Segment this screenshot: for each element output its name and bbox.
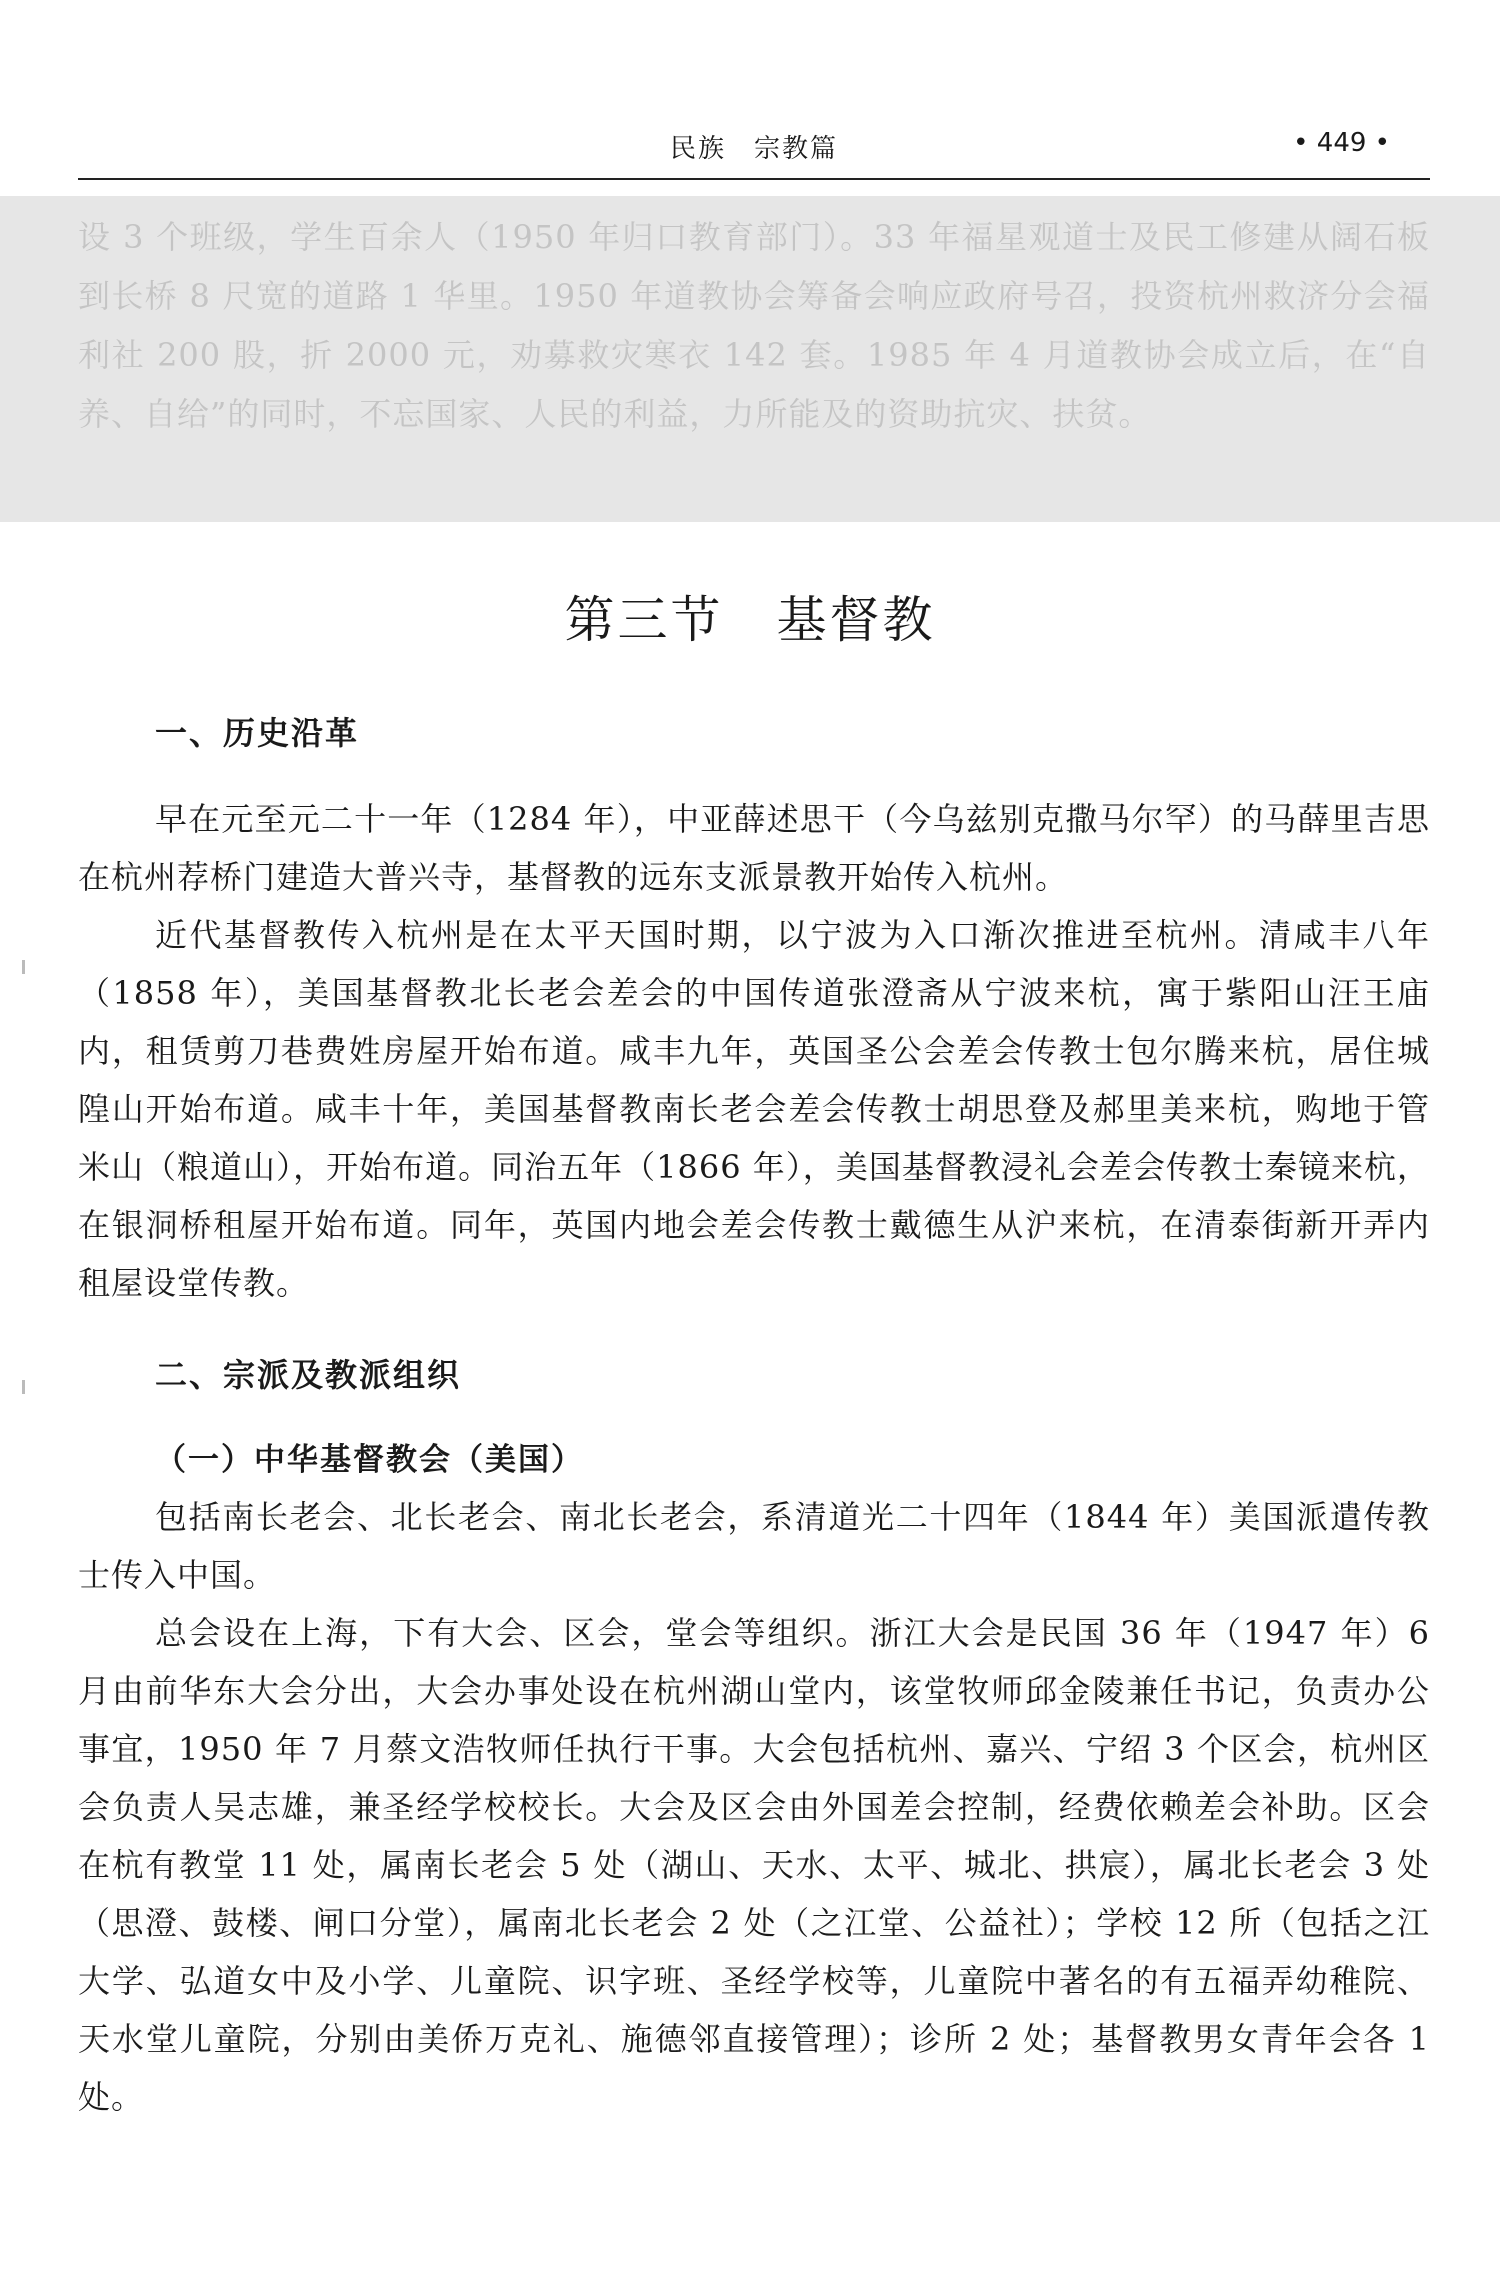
page-number: • 449 • (1293, 128, 1390, 158)
section-title: 第三节 基督教 (564, 591, 936, 649)
heading-denominations: 二、宗派及教派组织 (155, 1356, 462, 1394)
heading-history: 一、历史沿革 (155, 714, 360, 752)
running-title: 民族 宗教篇 (669, 134, 838, 164)
scan-mark (22, 960, 25, 974)
paragraph-history-1: 早在元至元二十一年（1284 年），中亚薛述思干（今乌兹别克撒马尔罕）的马薛里吉思在杭州荐桥门建造大普兴寺，基督教的远东支派景教开始传入杭州。 (78, 800, 1430, 896)
scan-mark (22, 1380, 25, 1394)
paragraph-history-2: 近代基督教传入杭州是在太平天国时期，以宁波为入口渐次推进至杭州。清咸丰八年（1858 年），美国基督教北长老会差会的中国传道张澄斋从宁波来杭，寓于紫阳山汪王庙内，租赁剪刀巷费姓房屋开始布道。咸丰九年，英国圣公会差会传教士包尔腾来杭，居住城隍山开始布道。咸丰十年，美国基督教南长老会差会传教士胡思登及郝里美来杭，购地于管米山（粮道山），开始布道。同治五年（1866 年），美国基督教浸礼会差会传教士秦镜来杭，在银洞桥租屋开始布道。同年，英国内地会差会传教士戴德生从沪来杭，在清泰街新开弄内租屋设堂传教。 (78, 916, 1430, 1302)
page-header (78, 128, 1430, 180)
continued-paragraph: 设 3 个班级，学生百余人（1950 年归口教育部门）。33 年福星观道士及民工修建从阔石板到长桥 8 尺宽的道路 1 华里。1950 年道教协会筹备会响应政府号召，投资杭州救济分会福利社 200 股，折 2000 元，劝募救灾寒衣 142 套。1985 年 4 月道教协会成立后，在“自养、自给”的同时，不忘国家、人民的利益，力所能及的资助抗灾、扶贫。 (78, 218, 1430, 433)
paragraph-denominations-1: 包括南长老会、北长老会、南北长老会，系清道光二十四年（1844 年）美国派遣传教士传入中国。 (78, 1498, 1430, 1594)
shaded-continued-text-block (0, 196, 1500, 522)
paragraph-denominations-2: 总会设在上海，下有大会、区会，堂会等组织。浙江大会是民国 36 年（1947 年）6 月由前华东大会分出，大会办事处设在杭州湖山堂内，该堂牧师邱金陵兼任书记，负责办公事宜，1950 年 7 月蔡文浩牧师任执行干事。大会包括杭州、嘉兴、宁绍 3 个区会，杭州区会负责人吴志雄，兼圣经学校校长。大会及区会由外国差会控制，经费依赖差会补助。区会在杭有教堂 11 处，属南长老会 5 处（湖山、天水、太平、城北、拱宸），属北长老会 3 处（思澄、鼓楼、闸口分堂），属南北长老会 2 处（之江堂、公益社）；学校 12 所（包括之江大学、弘道女中及小学、儿童院、识字班、圣经学校等，儿童院中著名的有五福弄幼稚院、天水堂儿童院，分别由美侨万克礼、施德邻直接管理）；诊所 2 处；基督教男女青年会各 1 处。 (78, 1614, 1430, 2116)
subheading-church-of-christ: （一）中华基督教会（美国） (155, 1442, 584, 1478)
